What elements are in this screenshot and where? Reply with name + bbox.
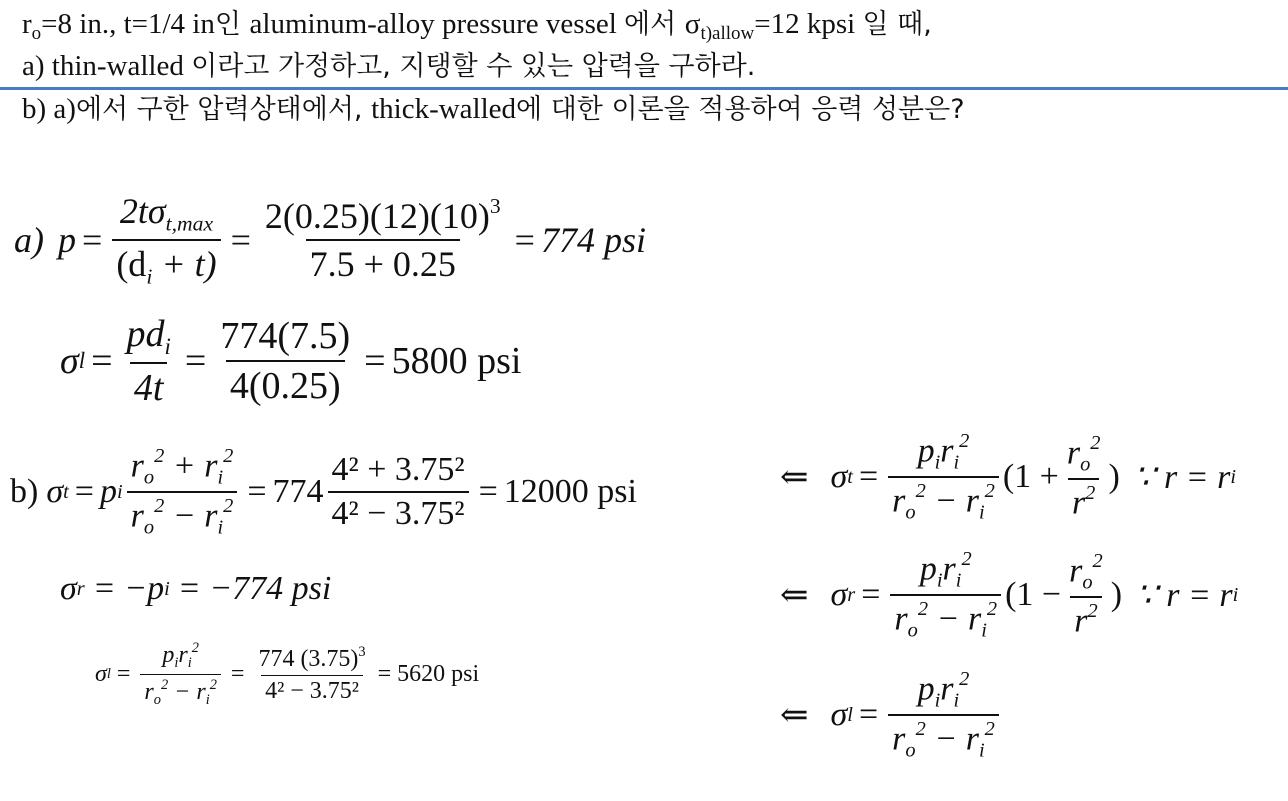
allow-subscript: allow <box>712 23 755 44</box>
eq-a-pressure: a) p = $\frac{2t\sigma_{t,max}}{(d_i + t)}$ = $\frac{2(0.25)(12)(10)^3}{7.5 + 0.25}$ = 774 psi <box>14 191 646 289</box>
fraction-values <box>328 451 469 533</box>
sigma-symbol: σ <box>60 570 77 607</box>
fraction-values <box>216 314 354 408</box>
a-label: a) <box>14 219 44 260</box>
part-b-label: b) a) <box>22 93 76 125</box>
thick-walled-term: thick-walled <box>371 93 517 125</box>
radial-expression-subscript: i <box>164 577 170 600</box>
korean-particle: 에서 <box>624 9 685 40</box>
fraction-ratio: $\frac{r_o^2}{r^2}$ <box>1069 550 1103 640</box>
p-symbol: p <box>99 473 117 511</box>
korean-when: 일 때, <box>862 9 932 40</box>
because-subscript: i <box>1232 583 1239 606</box>
numerator: pd <box>126 313 165 355</box>
numerator-values: 4² + 3.75² <box>331 451 465 489</box>
p-subscript: i <box>116 480 123 503</box>
r-subscript: o <box>31 23 42 44</box>
b-label: b) <box>10 473 39 511</box>
denominator-values: 4² − 3.75² <box>261 675 363 705</box>
sigma-subscript: t <box>63 480 69 503</box>
sigma-subscript: t <box>847 465 853 488</box>
fraction-values <box>254 644 369 705</box>
denominator-values: 4² − 3.75² <box>328 491 469 533</box>
numerator-subscript: i <box>164 333 171 359</box>
fraction-formula: $\frac{p_ir_i^2}{r_o^2 - r_i^2}$ <box>888 430 999 525</box>
part-b-question-korean-end: 에 대한 이론을 적용하여 응력 성분은? <box>516 94 965 125</box>
fraction-ratio: $\frac{r_o^2}{r^2}$ <box>1066 432 1101 522</box>
denominator: 4t <box>130 362 168 410</box>
numerator-values: 774 (3.75) <box>258 646 359 673</box>
r-symbol: r <box>22 8 32 40</box>
problem-line-3 <box>22 95 965 124</box>
p-symbol: p <box>58 219 76 260</box>
because-condition: ∵ r = r <box>1136 577 1233 615</box>
sigma-subscript: l <box>106 666 111 683</box>
allowable-stress: =12 kpsi <box>754 8 863 40</box>
radial-result: = −774 psi <box>177 570 332 607</box>
exponent: 3 <box>358 644 366 661</box>
longitudinal-result: = 5620 psi <box>377 661 480 688</box>
fraction-formula: $\frac{p_ir_i^2}{r_o^2 - r_i^2}$ <box>890 548 1001 643</box>
part-a-question-korean: 이라고 가정하고, 지탱할 수 있는 압력을 구하라. <box>191 51 756 82</box>
problem-line-1 <box>22 10 932 43</box>
sigma-symbol: σ <box>95 661 107 688</box>
fraction-thin-wall-formula <box>112 190 220 289</box>
eq-b-tangential-stress: b) σ t = p i $\frac{r_o^2 + r_i^2}{r_o^2 - r_i^2}$ = 774 $\frac{\text{4² + 3.75²}}{\text{4² − 3.75²}}$ = 12000 psi <box>10 445 637 539</box>
ref-radial-formula: ⇐ σ r = $\frac{p_ir_i^2}{r_o^2 - r_i^2}$ (1 − $\frac{r_o^2}{r^2}$ ) ∵ r = r i <box>780 548 1239 642</box>
plus-term: (1 + <box>1002 458 1059 496</box>
pressure-coefficient: 774 <box>272 473 324 511</box>
fraction-formula: $\frac{p_ir_i^2}{r_o^2 - r_i^2}$ <box>888 668 999 763</box>
fraction-formula: $\frac{p_ir_i^2}{r_o^2 - r_i^2}$ <box>140 640 221 709</box>
numerator-values: 774(7.5) <box>220 314 351 357</box>
denominator-values: 4(0.25) <box>226 360 345 408</box>
fraction-formula <box>123 312 175 410</box>
part-a-question: a) thin-walled <box>22 50 192 82</box>
tangential-result: 12000 psi <box>503 473 637 511</box>
sigma-symbol: σ <box>46 473 64 511</box>
divider-line <box>0 87 1288 90</box>
sigma-subscript: l <box>847 703 853 726</box>
because-condition: ∵ r = r <box>1133 459 1231 497</box>
part-b-question-korean: 에서 구한 압력상태에서, <box>75 94 372 125</box>
eq-a-longitudinal-stress: σ l = $\frac{pd_i}{4t}$ = $\frac{774(7.5)}{4(0.25)}$ = 5800 psi <box>60 313 522 409</box>
sigma-symbol: σ <box>60 339 79 382</box>
denominator-end: + t) <box>152 243 217 284</box>
denominator-subscript: i <box>146 264 153 289</box>
denominator-values: 7.5 + 0.25 <box>306 239 460 285</box>
close-paren: ) <box>1108 458 1120 496</box>
ref-longitudinal-formula: ⇐ σ l = $\frac{p_ir_i^2}{r_o^2 - r_i^2}$ <box>780 668 1003 763</box>
denominator: (d <box>116 243 147 284</box>
eq-b-longitudinal-stress: σ l = $\frac{p_ir_i^2}{r_o^2 - r_i^2}$ = $\frac{774 (3.75)^3}{\text{4² − 3.75²}}$ = 5620 psi <box>95 640 480 709</box>
problem-line-2 <box>22 52 755 81</box>
t-subscript: t) <box>700 23 713 44</box>
fraction-radii: $\frac{r_o^2 + r_i^2}{r_o^2 - r_i^2}$ <box>127 445 238 540</box>
minus-term: (1 − <box>1005 576 1062 614</box>
numerator: 2tσ <box>119 191 166 231</box>
radial-expression: = −p <box>92 570 165 607</box>
left-arrow-icon: ⇐ <box>780 459 809 497</box>
left-arrow-icon: ⇐ <box>780 697 809 735</box>
eq-b-radial-stress <box>60 570 331 608</box>
pressure-result: 774 psi <box>540 219 646 260</box>
longitudinal-result <box>392 339 522 383</box>
numerator-values: 2(0.25)(12)(10) <box>264 196 490 237</box>
ref-tangential-formula: ⇐ σ t = $\frac{p_ir_i^2}{r_o^2 - r_i^2}$ (1 + $\frac{r_o^2}{r^2}$ ) ∵ r = r i <box>780 430 1237 524</box>
korean-particle: 인 <box>214 9 250 40</box>
sigma-subscript: r <box>76 577 85 600</box>
numerator-subscript: t,max <box>165 211 214 236</box>
given-dimensions: =8 in., t=1/4 in <box>41 8 215 40</box>
exponent: 3 <box>489 193 501 218</box>
left-arrow-icon: ⇐ <box>780 577 809 615</box>
sigma-symbol: σ <box>684 8 701 40</box>
sigma-subscript: l <box>78 347 86 373</box>
sigma-subscript: r <box>847 583 856 606</box>
result-text: 5800 psi <box>391 339 522 382</box>
vessel-material: aluminum-alloy pressure vessel <box>249 8 625 40</box>
because-subscript: i <box>1230 465 1237 488</box>
fraction-substituted <box>261 194 505 285</box>
close-paren: ) <box>1110 576 1123 614</box>
